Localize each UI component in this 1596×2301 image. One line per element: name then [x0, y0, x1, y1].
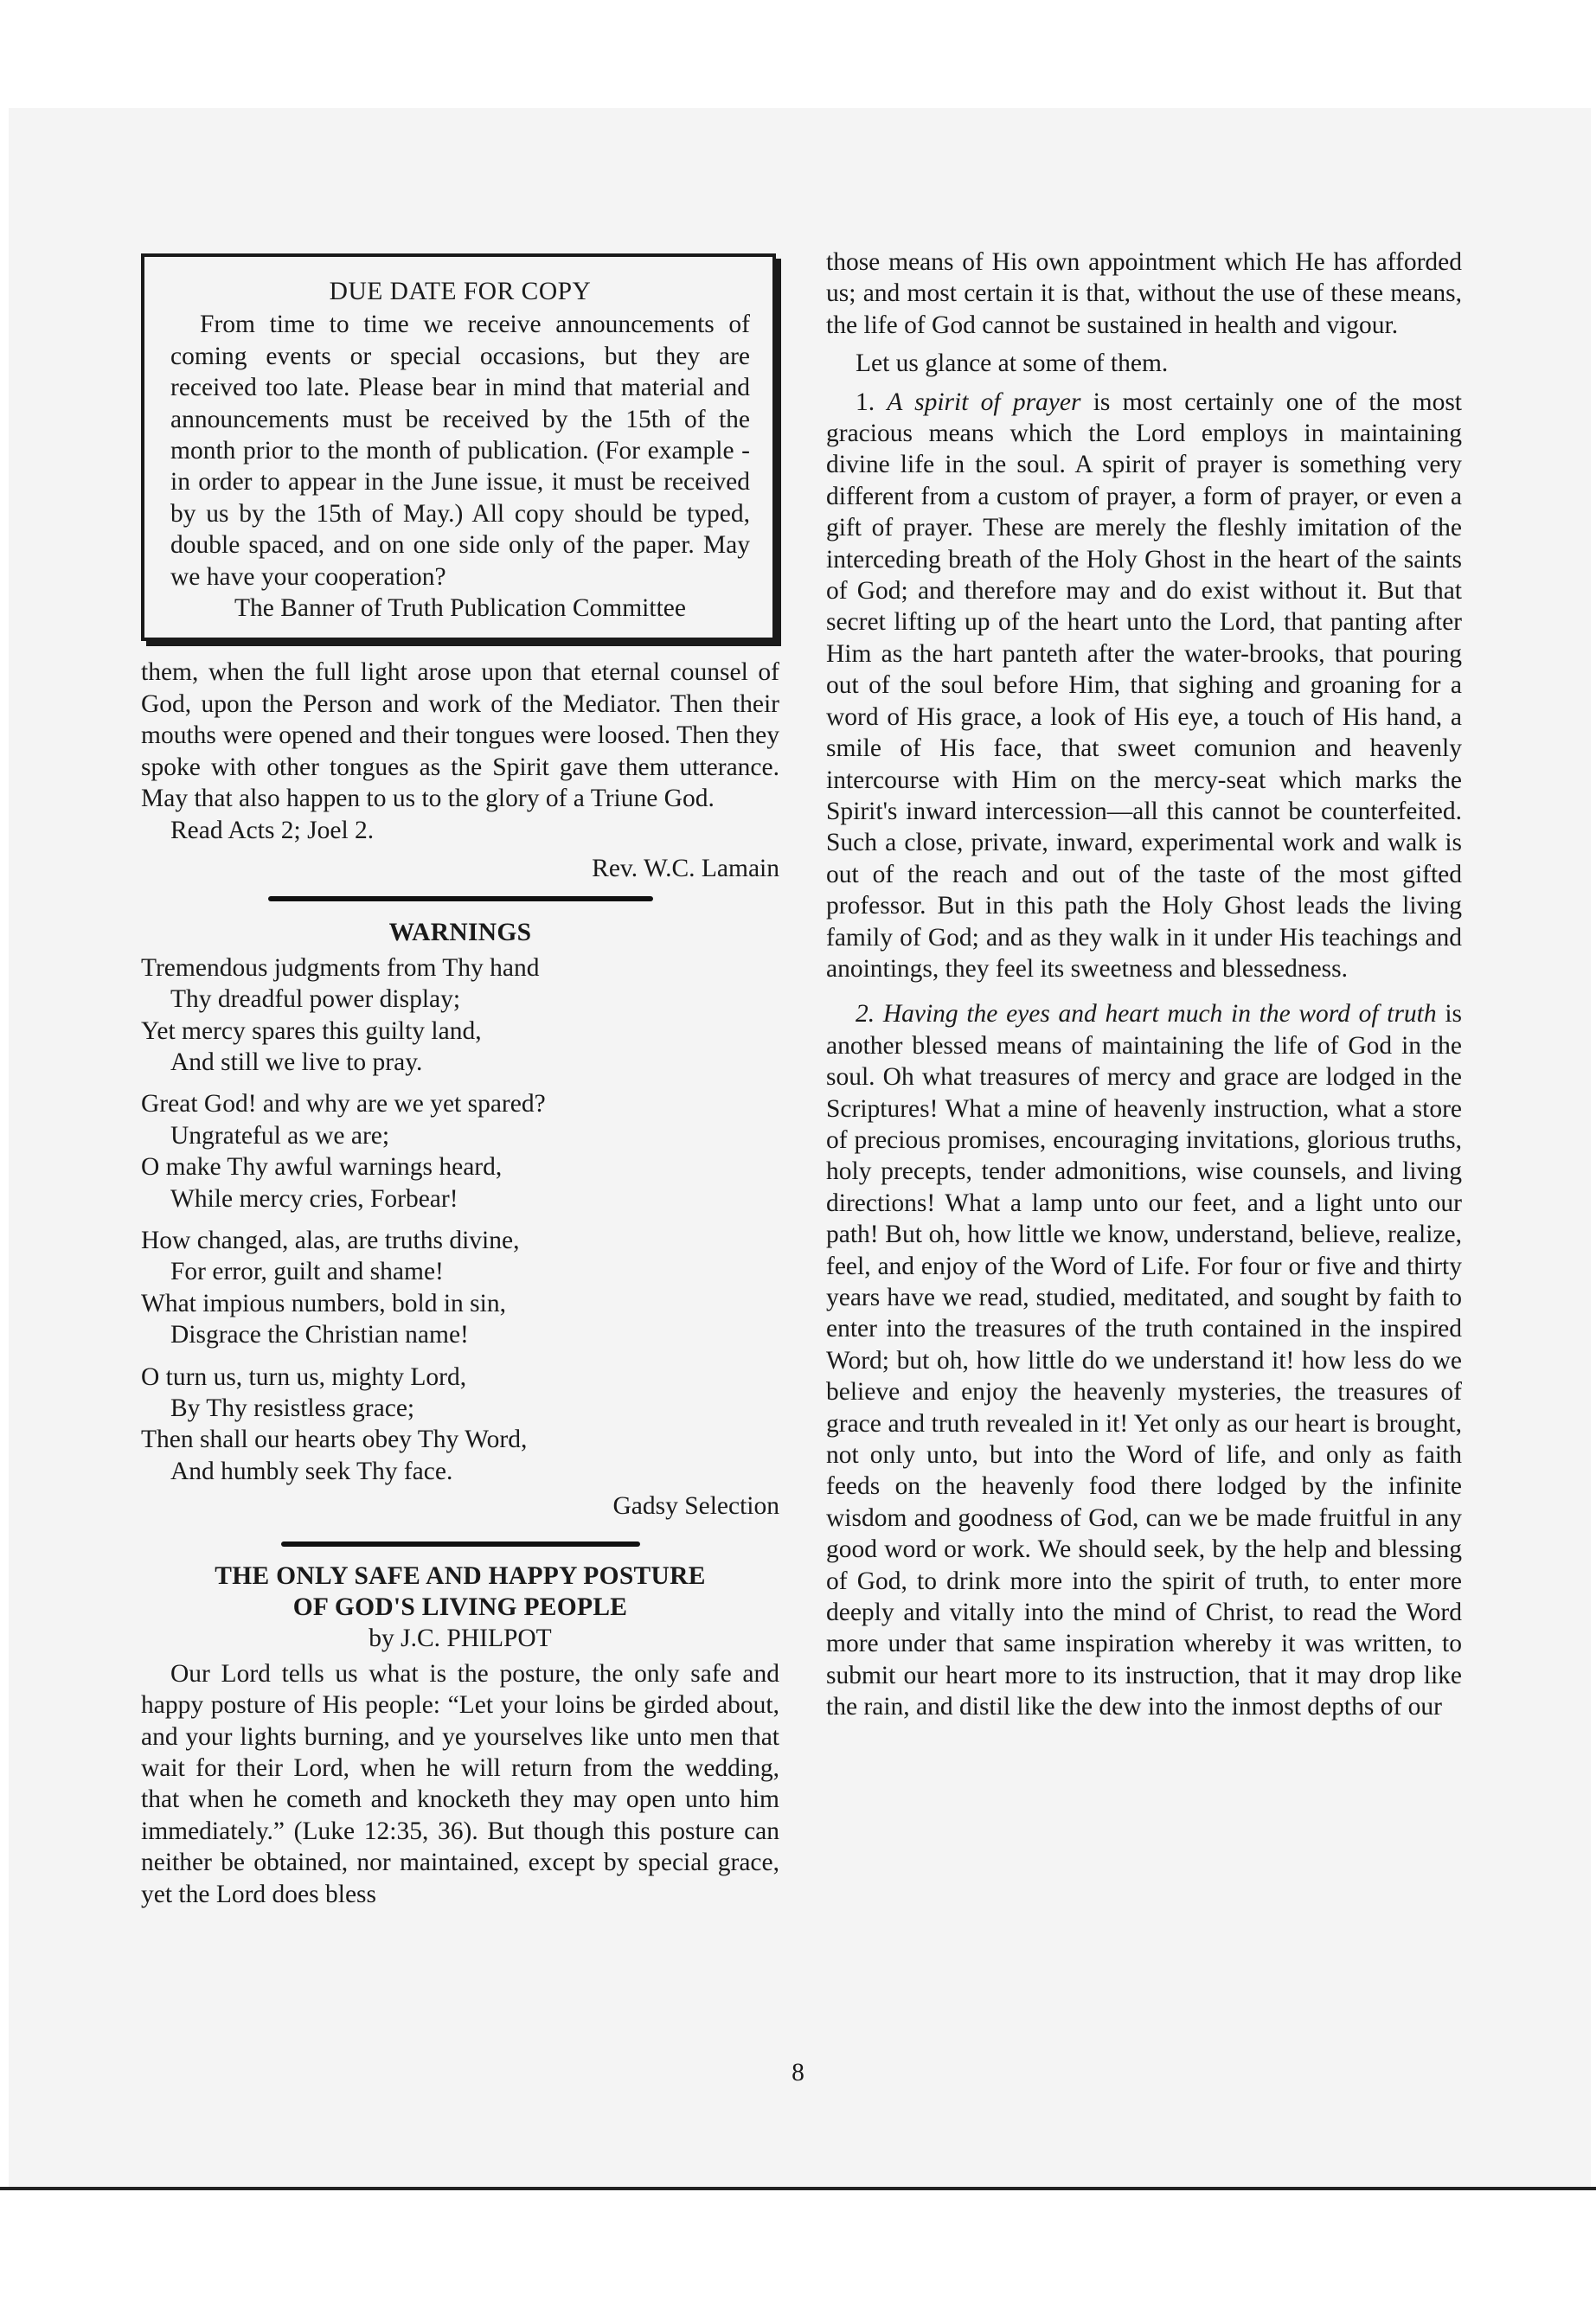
article-title-line1: THE ONLY SAFE AND HAPPY POSTURE	[215, 1561, 706, 1590]
poem-stanza	[141, 1088, 779, 1215]
poem-line: And humbly seek Thy face.	[170, 1457, 453, 1485]
notice-signature: The Banner of Truth Publication Committee	[234, 594, 686, 623]
point-one-text: is most certainly one of the most gracious means which the Lord employs in maintaining divine life in the soul. A spirit of prayer is something very different from a custom of prayer, a form of prayer, or even a gift of prayer. These are merely the fleshly imitation of the interceding breath of the Holy Ghost in the heart of the saints of God; and therefore may and do exist without it. But that secret lifting up of the heart unto the Lord, that panting after Him as the hart panteth after the water-brooks, that pouring out of the soul before Him, that sighing and groaning for a word of His grace, a look of His eye, a touch of His hand, a smile of His face, that sweet comunion and heavenly intercourse with Him on the mercy-seat which marks the Spirit's inward intercession—all this cannot be counterfeited. Such a close, private, inward, experimental work and walk is out of the reach and out of the taste of the most gifted professor. But in this path the Holy Ghost leads the living family of God; and as they walk in it under His teachings and anointings, they feel its sweetness and blessedness.	[826, 388, 1463, 983]
article-byline: by J.C. PHILPOT	[369, 1625, 552, 1653]
due-date-notice-box	[141, 253, 776, 641]
page-edge-right	[1591, 108, 1596, 2189]
poem-line: Ungrateful as we are;	[170, 1121, 390, 1150]
poem-line: Tremendous judgments from Thy hand	[141, 953, 540, 982]
point-one-heading: A spirit of prayer	[887, 388, 1081, 416]
page-bottom-edge	[0, 2187, 1596, 2190]
article-continuation: those means of His own appointment which He has afforded us; and most certain it is that, without the use of these means, the life of God cannot be sustained in health and vigour.	[826, 248, 1462, 339]
notice-body: From time to time we receive announcements of coming events or special occasions, but they are received too late. Please bear in mind that material and announcements must be received by the 15th of the month prior to the month of publication. (For example - in order to appear in the June issue, it must be received by us by the 15th of May.) All copy should be typed, double spaced, and on one side only of the paper. May we have your cooperation?	[170, 311, 750, 591]
point-two-paragraph	[826, 998, 1462, 1722]
poem-line: Then shall our hearts obey Thy Word,	[141, 1426, 528, 1454]
poem-line: How changed, alas, are truths divine,	[141, 1226, 520, 1254]
poem-source: Gadsy Selection	[612, 1492, 779, 1521]
page-edge-left	[0, 108, 9, 2189]
lamain-reference: Read Acts 2; Joel 2.	[170, 816, 375, 844]
left-column	[141, 247, 779, 1910]
page-number: 8	[792, 2059, 804, 2086]
poem-stanza	[141, 1225, 779, 1351]
article-intro-paragraph: Our Lord tells us what is the posture, the only safe and happy posture of His people: “Let your loins be girded about, and your lights burning, and ye yourselves like unto men that wait for their Lord, when he will return from the wedding, that when he cometh and knocketh they may open unto him immediately.” (Luke 12:35, 36). But though this posture can neither be obtained, nor maintained, except by special grace, yet the Lord does bless	[141, 1659, 779, 1908]
warnings-title: WARNINGS	[388, 919, 532, 947]
notice-title: DUE DATE FOR COPY	[329, 278, 592, 305]
poem-line: For error, guilt and shame!	[170, 1258, 444, 1286]
poem-line: O make Thy awful warnings heard,	[141, 1153, 503, 1182]
poem-stanza	[141, 1362, 779, 1488]
poem-line: What impious numbers, bold in sin,	[141, 1289, 506, 1317]
poem-line: Yet mercy spares this guilty land,	[141, 1016, 482, 1045]
point-two-text: is another blessed means of maintaining the life of God in the soul. Oh what treasures of mercy and grace are lodged in the Scriptures! What a mine of heavenly instruction, what a store of precious promises, encouraging invitations, glorious truths, holy precepts, tender admonitions, wise counsels, and living directions! What a lamp unto our feet, and a light unto our path! But oh, how little we know, understand, believe, realize, feel, and enjoy of the Word of Life. For four or five and thirty years have we read, studied, meditated, and sought by faith to enter into the treasures of the truth contained in the inspired Word; but oh, how little do we understand it! how less do we believe and enjoy the heavenly mysteries, the treasures of grace and truth revealed in it! Yet only as our heart is brought, not only unto, but into the Word of life, and only as faith feeds on the heavenly food there lodged by the infinite wisdom and goodness of God, can we be made fruitful in any good word or work. We should seek, by the help and blessing of God, to drink more into the spirit of truth, to enter more deeply and vitally into the mind of Christ, to read the Word more under that same inspiration whereby it was written, to submit our heart more to its instruction, that it may drop like the rain, and distil like the dew into the inmost depths of our	[826, 1000, 1462, 1721]
poem-line: And still we live to pray.	[170, 1048, 423, 1076]
article-glance: Let us glance at some of them.	[856, 349, 1169, 378]
article-title-line2: OF GOD'S LIVING PEOPLE	[292, 1593, 628, 1622]
poem-line: O turn us, turn us, mighty Lord,	[141, 1362, 467, 1391]
point-two-heading: 2. Having the eyes and heart much in the word of truth	[856, 1000, 1437, 1029]
point-one-number: 1.	[856, 388, 875, 416]
poem-line: While mercy cries, Forbear!	[170, 1184, 458, 1213]
right-column	[826, 247, 1462, 1723]
point-one-paragraph	[826, 387, 1462, 985]
poem-line: By Thy resistless grace;	[170, 1394, 415, 1422]
lamain-paragraph: them, when the full light arose upon that eternal counsel of God, upon the Person and work of the Mediator. Then their mouths were opened and their tongues were loosed. Then they spoke with other tongues as the Spirit gave them utterance. May that also happen to us to the glory of a Triune God.	[141, 658, 779, 813]
lamain-author: Rev. W.C. Lamain	[592, 854, 779, 882]
poem-line: Great God! and why are we yet spared?	[141, 1090, 546, 1118]
poem-line: Disgrace the Christian name!	[170, 1321, 469, 1349]
poem-line: Thy dreadful power display;	[170, 985, 461, 1014]
poem-stanza	[141, 952, 779, 1079]
